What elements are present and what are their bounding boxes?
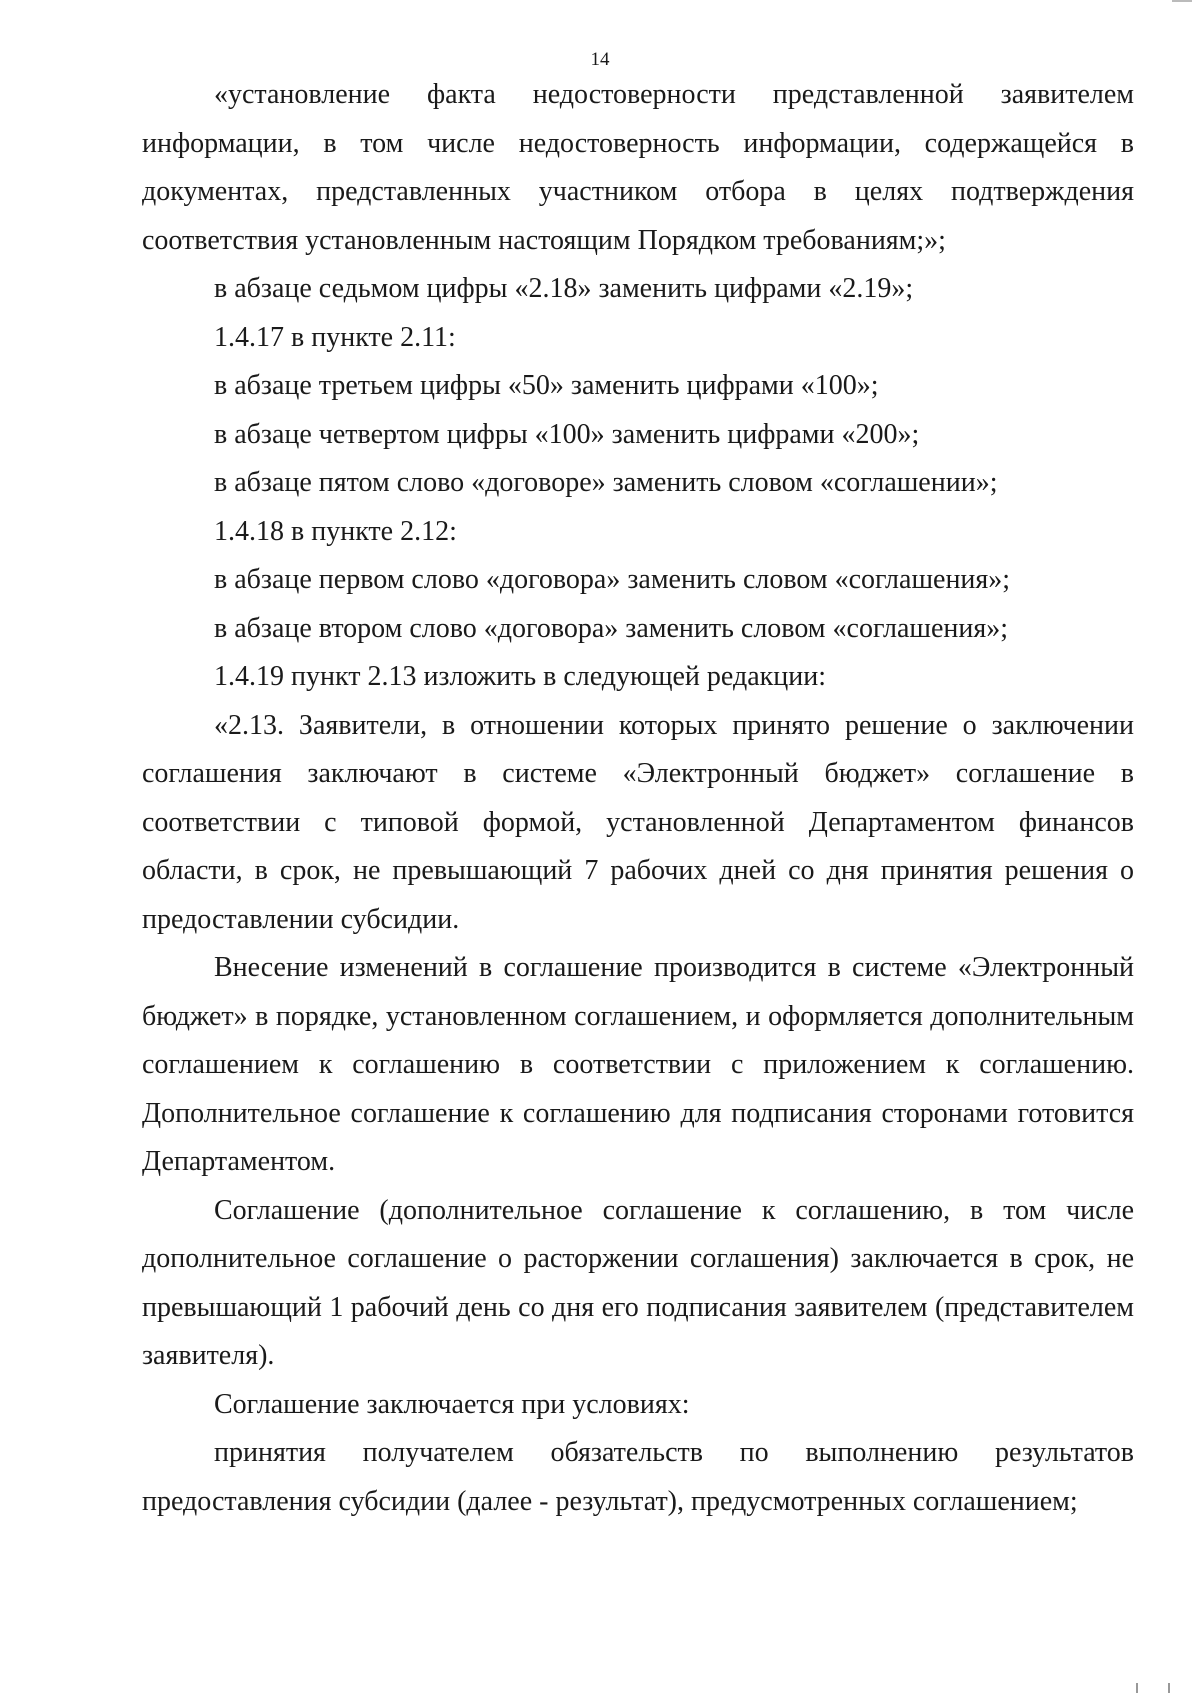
page-number: 14	[590, 49, 610, 70]
paragraph-12: Внесение изменений в соглашение производится в системе «Электронный бюджет» в порядке, установленном соглашением, и оформляется дополнительным соглашением к соглашению в соответствии с приложением к соглашению. Дополнительное соглашение к соглашению для подписания сторонами готовится Департаментом.	[142, 952, 1134, 1177]
paragraph-1: «установление факта недостоверности представленной заявителем информации, в том числе недостоверность информации, содержащейся в документах, представленных участником отбора в целях подтверждения соответствия установленным настоящим Порядком требованиям;»;	[142, 79, 1134, 256]
paragraph-7: 1.4.18 в пункте 2.12:	[214, 515, 457, 547]
paragraph-10: 1.4.19 пункт 2.13 изложить в следующей редакции:	[214, 661, 826, 692]
paragraph-15: принятия получателем обязательств по выполнению результатов предоставления субсидии (далее - результат), предусмотренных соглашением;	[142, 1437, 1134, 1517]
paragraph-13: Соглашение (дополнительное соглашение к соглашению, в том числе дополнительное соглашение о расторжении соглашения) заключается в срок, не превышающий 1 рабочий день со дня его подписания заявителем (представителем заявителя).	[142, 1194, 1134, 1371]
paragraph-14: Соглашение заключается при условиях:	[214, 1388, 690, 1420]
paragraph-5: в абзаце четвертом цифры «100» заменить цифрами «200»;	[214, 418, 920, 450]
scan-artifact-top-right	[1172, 0, 1192, 2]
paragraph-11: «2.13. Заявители, в отношении которых принято решение о заключении соглашения заключают в системе «Электронный бюджет» соглашение в соответствии с типовой формой, установленной Департаментом финансов области, в срок, не превышающий 7 рабочих дней со дня принятия решения о предоставлении субсидии.	[142, 709, 1134, 935]
paragraph-6: в абзаце пятом слово «договоре» заменить словом «соглашении»;	[214, 467, 998, 498]
paragraph-8: в абзаце первом слово «договора» заменить словом «соглашения»;	[214, 564, 1011, 595]
paragraph-3: 1.4.17 в пункте 2.11:	[214, 321, 456, 353]
paragraph-9: в абзаце втором слово «договора» заменить словом «соглашения»;	[214, 612, 1009, 644]
scan-artifact-bottom-right	[1136, 1683, 1170, 1693]
paragraph-4: в абзаце третьем цифры «50» заменить цифрами «100»;	[214, 370, 879, 401]
document-body	[142, 71, 1134, 1526]
paragraph-2: в абзаце седьмом цифры «2.18» заменить цифрами «2.19»;	[214, 273, 914, 304]
